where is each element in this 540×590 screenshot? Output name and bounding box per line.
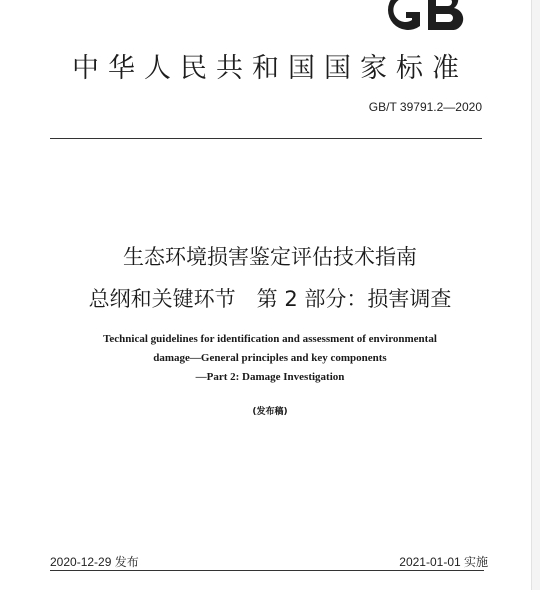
title-zh-line-2: 总纲和关键环节 第 2 部分：损害调查: [88, 287, 452, 311]
implementation-date: 2021-01-01 实施: [399, 555, 488, 569]
release-date: 2020-12-29 发布: [50, 555, 139, 569]
country-standard-title: 中华人民共和国国家标准: [72, 53, 468, 84]
gb-logo: [380, 0, 472, 30]
gb-logo-b-shape: [428, 0, 463, 30]
title-zh-line-1: 生态环境损害鉴定评估技术指南: [123, 245, 417, 269]
top-divider: [50, 138, 482, 139]
title-en-line-3: —Part 2: Damage Investigation: [195, 371, 345, 383]
standard-number: GB/T 39791.2—2020: [368, 100, 482, 114]
viewer-scrollbar[interactable]: [531, 0, 540, 590]
gb-logo-g-shape: [388, 0, 420, 30]
title-en-line-1: Technical guidelines for identification and assessment of environmental: [103, 333, 437, 345]
bottom-divider: [50, 570, 484, 571]
title-en-line-2: damage—General principles and key components: [153, 352, 387, 364]
gb-logo-icon: [380, 0, 472, 30]
document-status: (发布稿): [252, 407, 288, 417]
